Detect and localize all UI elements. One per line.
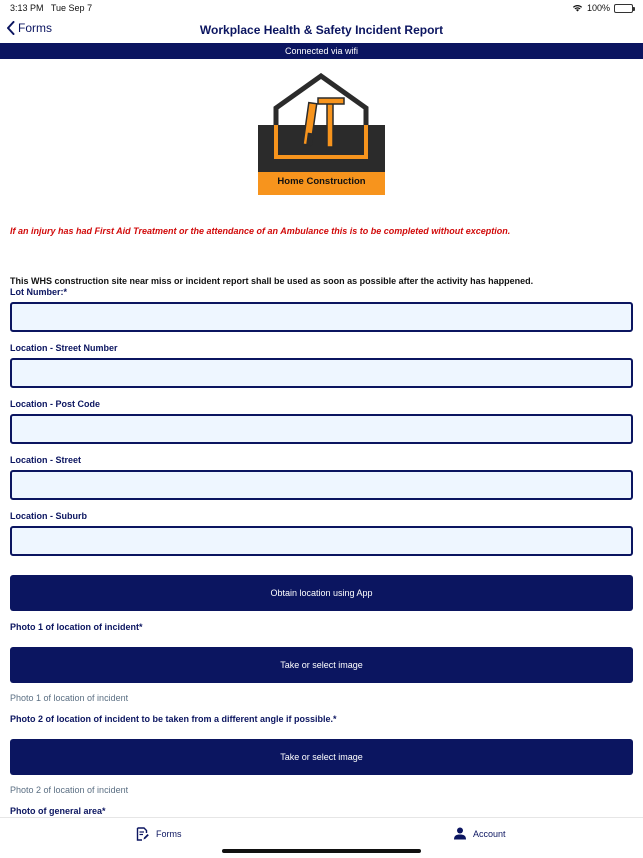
connection-banner: Connected via wifi: [0, 43, 643, 59]
forms-icon: [136, 827, 149, 841]
photo2-label: Photo 2 of location of incident to be taken from a different angle if possible.*: [10, 714, 337, 724]
take-photo1-button[interactable]: Take or select image: [10, 647, 633, 683]
page-title: Workplace Health & Safety Incident Report: [199, 23, 444, 37]
tab-forms[interactable]: [136, 827, 182, 841]
lot-number-label: Lot Number:*: [10, 287, 67, 297]
back-label: Forms: [18, 21, 52, 35]
logo-text: Home Construction: [277, 176, 366, 187]
photo1-label: Photo 1 of location of incident*: [10, 622, 143, 632]
battery-percent: 100%: [586, 3, 610, 13]
person-icon: [454, 827, 466, 840]
street-number-input[interactable]: [10, 358, 633, 388]
nav-bar: [0, 16, 643, 43]
wifi-icon: [572, 4, 583, 12]
street-number-label: Location - Street Number: [10, 343, 118, 353]
status-date: Tue Sep 7: [50, 3, 93, 13]
status-time: 3:13 PM: [10, 3, 44, 13]
warning-text: If an injury has had First Aid Treatment or the attendance of an Ambulance this is to be completed without exception.: [10, 226, 511, 236]
photo2-hint: Photo 2 of location of incident: [10, 785, 129, 795]
street-label: Location - Street: [10, 455, 82, 465]
form-content[interactable]: [0, 59, 643, 817]
tab-account-label: Account: [473, 828, 506, 839]
suburb-input[interactable]: [10, 526, 633, 556]
tab-bar: [0, 817, 643, 858]
post-code-input[interactable]: [10, 414, 633, 444]
street-input[interactable]: [10, 470, 633, 500]
lot-number-input[interactable]: [10, 302, 633, 332]
battery-icon: [614, 4, 633, 13]
take-photo2-button[interactable]: Take or select image: [10, 739, 633, 775]
obtain-location-button[interactable]: Obtain location using App: [10, 575, 633, 611]
photo1-hint: Photo 1 of location of incident: [10, 693, 129, 703]
tab-forms-label: Forms: [156, 829, 182, 839]
home-indicator[interactable]: [222, 849, 421, 853]
suburb-label: Location - Suburb: [10, 511, 87, 521]
company-logo: [258, 73, 385, 195]
tab-account[interactable]: [454, 827, 506, 840]
status-bar: [0, 0, 643, 16]
photo3-label: Photo of general area*: [10, 806, 106, 816]
intro-text: This WHS construction site near miss or incident report shall be used as soon as possible after the activity has happened.: [10, 276, 534, 286]
post-code-label: Location - Post Code: [10, 399, 100, 409]
